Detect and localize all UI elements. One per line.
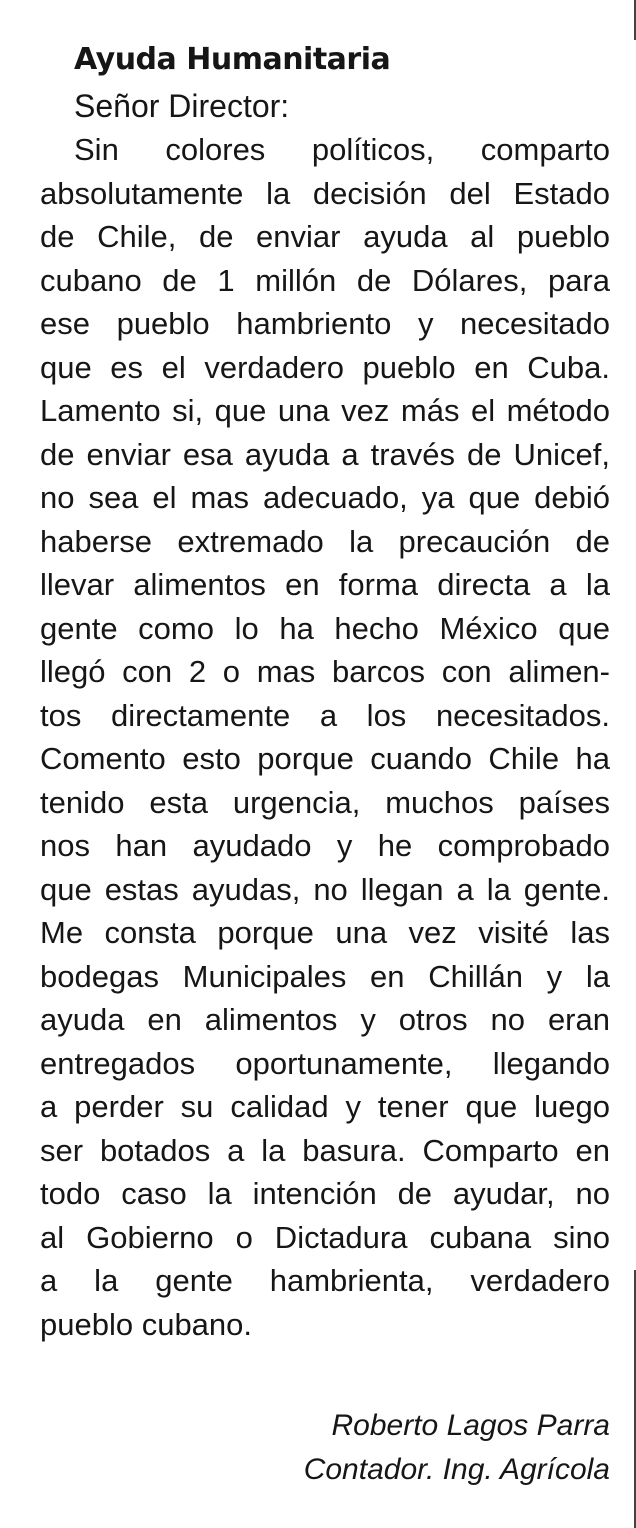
letter-body: [40, 128, 610, 1346]
body-line: no sea el mas adecuado, ya que debió: [40, 480, 610, 515]
body-line: que es el verdadero pueblo en Cuba.: [40, 349, 610, 385]
body-line: absolutamente la decisión del Estado: [40, 175, 610, 211]
body-line: gente como lo ha hecho México que: [40, 610, 610, 646]
body-line: tos directamente a los necesitados.: [40, 697, 610, 733]
body-line: ser botados a la basura. Comparto en: [40, 1132, 610, 1168]
body-line: todo caso la intención de ayudar, no: [40, 1176, 610, 1211]
letter-salutation: Señor Director:: [74, 88, 290, 124]
body-line: ayuda en alimentos y otros no eran: [40, 1002, 610, 1037]
body-line: cubano de 1 millón de Dólares, para: [40, 262, 610, 298]
body-line: haberse extremado la precaución de: [40, 523, 610, 559]
body-line: llevar alimentos en forma directa a la: [40, 567, 610, 602]
body-line: a la gente hambrienta, verdadero: [40, 1263, 610, 1298]
body-line: Sin colores políticos, comparto: [74, 132, 610, 167]
body-line: que estas ayudas, no llegan a la gente.: [40, 871, 610, 907]
signature-block: [304, 1404, 610, 1492]
signature-role: Contador. Ing. Agrícola: [303, 1453, 610, 1486]
body-line: bodegas Municipales en Chillán y la: [40, 958, 610, 994]
body-line: entregados oportunamente, llegando: [40, 1045, 610, 1081]
body-line: a perder su calidad y tener que luego: [40, 1089, 610, 1124]
body-line: pueblo cubano.: [40, 1306, 253, 1342]
body-line: de Chile, de enviar ayuda al pueblo: [40, 219, 610, 254]
body-line: Me consta porque una vez visité las: [40, 915, 610, 950]
body-line: Comento esto porque cuando Chile ha: [40, 741, 610, 776]
signature-name: Roberto Lagos Parra: [331, 1409, 610, 1442]
body-line: ese pueblo hambriento y necesitado: [40, 306, 610, 341]
body-line: Lamento si, que una vez más el método: [40, 393, 610, 428]
letter-title: Ayuda Humanitaria: [74, 42, 391, 77]
body-line: llegó con 2 o mas barcos con alimen-: [40, 654, 610, 689]
body-line: de enviar esa ayuda a través de Unicef,: [40, 436, 610, 472]
body-line: nos han ayudado y he comprobado: [40, 828, 610, 863]
body-line: al Gobierno o Dictadura cubana sino: [40, 1219, 610, 1255]
body-line: tenido esta urgencia, muchos países: [40, 784, 610, 820]
